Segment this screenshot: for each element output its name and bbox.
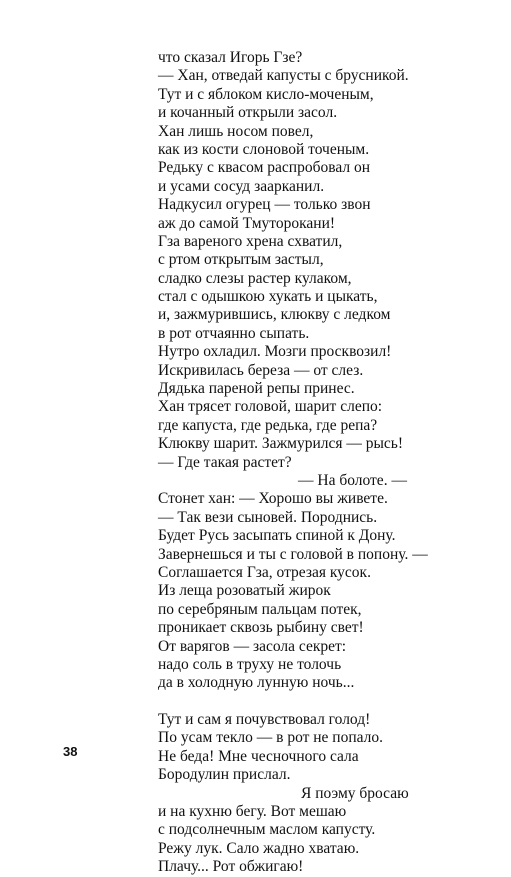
poem-line: Стонет хан: — Хорошо вы живете. bbox=[158, 490, 388, 508]
poem-line: — Где такая растет? bbox=[158, 453, 292, 471]
poem-line: как из кости слоновой точеным. bbox=[158, 140, 370, 158]
poem-line: От варягов — засола секрет: bbox=[158, 637, 347, 655]
poem-line: — Хан, отведай капусты с брусникой. bbox=[158, 67, 409, 85]
poem-line: что сказал Игорь Гзе? bbox=[158, 49, 303, 66]
poem-line: Тут и с яблоком кисло-моченым, bbox=[158, 85, 374, 103]
stanza bbox=[158, 711, 488, 877]
poem-line: Завернешься и ты с головой в попону. — bbox=[158, 545, 428, 563]
poem-line: Хан лишь носом повел, bbox=[158, 122, 314, 140]
poem-line: с ртом открытым застыл, bbox=[158, 251, 324, 269]
poem-line: да в холодную лунную ночь... bbox=[158, 674, 355, 692]
poem-line: — Так вези сыновей. Породнись. bbox=[158, 508, 378, 526]
poem-line: и кочанный открыли засол. bbox=[158, 104, 338, 122]
poem-text bbox=[158, 49, 488, 877]
poem-line: в рот отчаянно сыпать. bbox=[158, 324, 310, 342]
poem-line: где капуста, где редька, где репа? bbox=[158, 416, 378, 434]
poem-line: Не беда! Мне чесночного сала bbox=[158, 747, 359, 765]
poem-line: Надкусил огурец — только звон bbox=[158, 196, 371, 214]
poem-line: проникает сквозь рыбину свет! bbox=[158, 619, 364, 637]
poem-line: Гза вареного хрена схватил, bbox=[158, 232, 343, 250]
poem-line: Хан трясет головой, шарит слепо: bbox=[158, 398, 383, 416]
poem-line: — На болоте. — bbox=[298, 471, 407, 489]
poem-line: Соглашается Гза, отрезая кусок. bbox=[158, 563, 371, 581]
poem-line: Тут и сам я почувствовал голод! bbox=[158, 711, 371, 729]
poem-line: Нутро охладил. Мозги просквозил! bbox=[158, 343, 392, 361]
poem-line: Режу лук. Сало жадно хватаю. bbox=[158, 839, 360, 857]
poem-line: Из леща розоватый жирок bbox=[158, 582, 331, 600]
poem-line: аж до самой Тмуторокани! bbox=[158, 214, 336, 232]
poem-line: Я поэму бросаю bbox=[301, 784, 409, 802]
stanza-break bbox=[158, 693, 488, 711]
poem-line: Бородулин прислал. bbox=[158, 766, 291, 784]
stanza bbox=[158, 49, 488, 693]
poem-line: По усам текло — в рот не попало. bbox=[158, 729, 384, 747]
poem-line: Искривилась береза — от слез. bbox=[158, 361, 364, 379]
poem-line: стал с одышкою хукать и цыкать, bbox=[158, 288, 378, 306]
poem-line: и усами сосуд заарканил. bbox=[158, 177, 325, 195]
poem-line: и, зажмурившись, клюкву с ледком bbox=[158, 306, 391, 324]
poem-line: надо соль в труху не толочь bbox=[158, 655, 342, 673]
poem-line: и на кухню бегу. Вот мешаю bbox=[158, 803, 347, 821]
poem-line: сладко слезы растер кулаком, bbox=[158, 269, 352, 287]
poem-line: Будет Русь засыпать спиной к Дону. bbox=[158, 527, 396, 545]
poem-line: по серебряным пальцам потек, bbox=[158, 600, 362, 618]
page-number: 38 bbox=[63, 744, 78, 759]
poem-line: Дядька пареной репы принес. bbox=[158, 380, 355, 398]
poem-line: Плачу... Рот обжигаю! bbox=[158, 858, 304, 876]
poem-line: Клюкву шарит. Зажмурился — рысь! bbox=[158, 435, 404, 453]
poem-line: Редьку с квасом распробовал он bbox=[158, 159, 371, 177]
poem-line: с подсолнечным маслом капусту. bbox=[158, 821, 376, 839]
